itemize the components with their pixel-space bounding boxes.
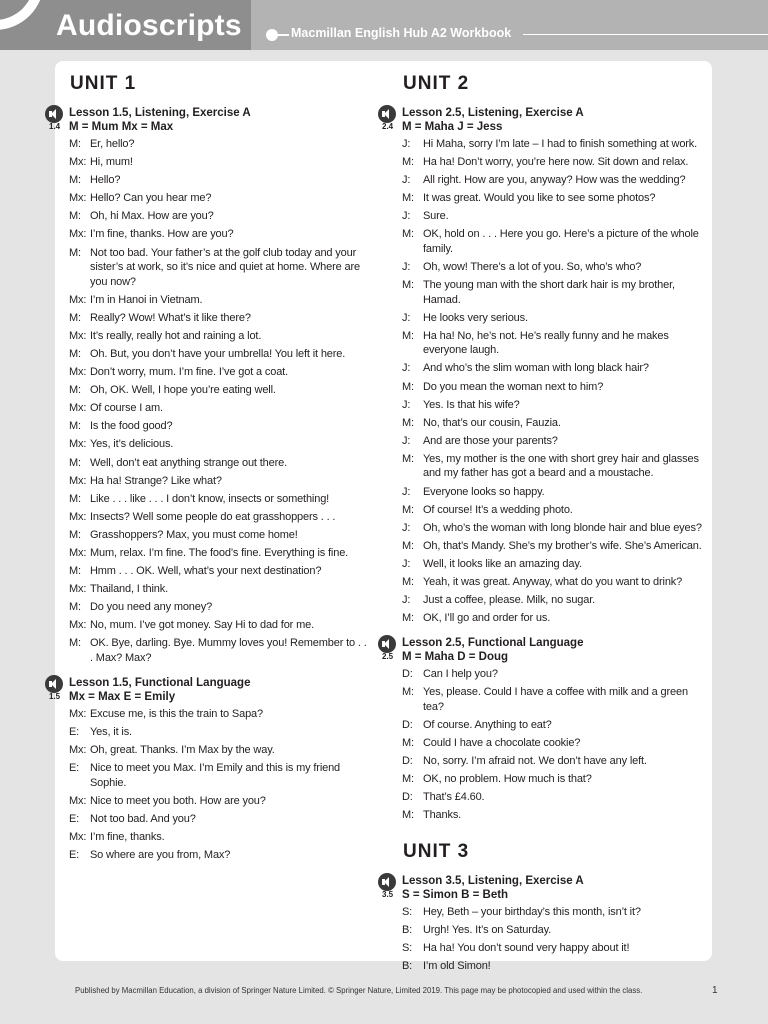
speaker-label: M:	[69, 210, 81, 223]
speaker-label: J:	[402, 594, 411, 607]
speaker-label: M:	[69, 456, 81, 469]
speaker-label: M:	[69, 637, 81, 650]
dialogue-line	[402, 557, 702, 572]
speaker-label: M:	[402, 612, 414, 625]
dialogue-text: Thanks.	[423, 809, 462, 822]
dialogue-line	[69, 528, 369, 543]
speaker-label: Mx:	[69, 583, 87, 596]
dialogue-lines	[69, 707, 369, 863]
track-number: 3.5	[382, 889, 394, 899]
dialogue-line	[402, 539, 702, 554]
dialogue-text: Well, it looks like an amazing day.	[423, 557, 582, 570]
dialogue-line	[402, 521, 702, 536]
dialogue-text: Just a coffee, please. Milk, no sugar.	[423, 594, 596, 607]
dialogue-text: I’m old Simon!	[423, 959, 491, 972]
dialogue-line	[69, 794, 369, 809]
dialogue-lines	[402, 905, 702, 974]
dialogue-line	[402, 434, 702, 449]
audioscript-section	[382, 874, 702, 974]
left-column	[49, 71, 369, 866]
speaker-label: J:	[402, 434, 411, 447]
dialogue-text: Ha ha! No, he’s not. He’s really funny and he makes everyone laugh.	[423, 329, 669, 357]
dialogue-lines	[402, 137, 702, 626]
dialogue-line	[402, 361, 702, 376]
dialogue-text: Hi Maha, sorry I’m late – I had to finish something at work.	[423, 138, 698, 150]
dialogue-text: OK. Bye, darling. Bye. Mummy loves you! Remember to . . . Max? Max?	[90, 637, 367, 664]
audio-speaker-icon[interactable]	[378, 105, 396, 123]
dialogue-line	[69, 743, 369, 758]
speaker-label: Mx:	[69, 156, 87, 169]
speaker-label: J:	[402, 557, 411, 570]
dialogue-line	[69, 365, 369, 380]
dialogue-text: Well, don’t eat anything strange out there.	[90, 456, 287, 469]
dialogue-line	[69, 812, 369, 827]
unit-heading: UNIT 3	[403, 840, 470, 862]
speaker-label: M:	[69, 528, 81, 541]
dialogue-text: OK, no problem. How much is that?	[423, 773, 592, 786]
dialogue-text: All right. How are you, anyway? How was the wedding?	[423, 174, 686, 187]
speaker-label: M:	[69, 347, 81, 360]
speaker-label: J:	[402, 174, 411, 187]
speaker-label: Mx:	[69, 744, 87, 757]
dialogue-line	[402, 685, 702, 714]
audioscript-section	[382, 636, 702, 823]
dialogue-line	[402, 941, 702, 956]
title-tab	[0, 0, 251, 50]
dialogue-text: Excuse me, is this the train to Sapa?	[90, 708, 263, 721]
dialogue-text: Yes, my mother is the one with short grey hair and glasses and my father has got a beard and a moustache.	[423, 452, 699, 480]
speaker-label: J:	[402, 210, 411, 223]
audio-speaker-icon[interactable]	[378, 873, 396, 891]
lesson-title: Lesson 2.5, Functional Language	[402, 637, 584, 650]
dialogue-line	[402, 137, 702, 152]
lesson-title: Lesson 1.5, Listening, Exercise A	[69, 107, 251, 119]
section-spacer	[69, 669, 369, 676]
speaker-label: Mx:	[69, 192, 87, 205]
speaker-label: M:	[402, 452, 414, 465]
dialogue-line	[69, 173, 369, 188]
speaker-label: M:	[402, 503, 414, 516]
lesson-header	[49, 676, 369, 705]
unit-heading: UNIT 2	[403, 73, 470, 94]
lesson-header	[49, 106, 369, 135]
speaker-label: J:	[402, 521, 411, 534]
speaker-label: Mx:	[69, 228, 87, 241]
speaker-label: M:	[402, 380, 414, 393]
dialogue-text: Hello?	[90, 174, 121, 187]
dialogue-line	[69, 437, 369, 452]
speaker-label: Mx:	[69, 402, 87, 415]
dialogue-text: No, mum. I’ve got money. Say Hi to dad for me.	[90, 619, 314, 632]
dialogue-line	[402, 209, 702, 224]
dialogue-line	[69, 618, 369, 633]
page-number: 1	[712, 985, 718, 996]
speaker-label: M:	[69, 384, 81, 397]
speaker-label: Mx:	[69, 329, 87, 342]
unit-heading: UNIT 1	[70, 73, 137, 94]
dialogue-text: Hmm . . . OK. Well, what’s your next destination?	[90, 565, 322, 578]
dialogue-text: It was great. Would you like to see some photos?	[423, 192, 656, 205]
speaker-label: M:	[402, 192, 414, 205]
dialogue-line	[69, 401, 369, 416]
dialogue-line	[69, 246, 369, 290]
speaker-label: J:	[402, 311, 411, 324]
dialogue-line	[69, 725, 369, 740]
dialogue-line	[69, 329, 369, 344]
dialogue-text: Grasshoppers? Max, you must come home!	[90, 528, 298, 541]
dialogue-text: Oh, OK. Well, I hope you’re eating well.	[90, 384, 276, 397]
speaker-label: D:	[402, 668, 413, 681]
dialogue-line	[402, 260, 702, 275]
speaker-label: E:	[69, 813, 80, 825]
lesson-title: Lesson 3.5, Listening, Exercise A	[402, 874, 584, 887]
dialogue-text: Yes, it is.	[90, 726, 132, 739]
dialogue-text: Oh, great. Thanks. I’m Max by the way.	[90, 744, 275, 757]
dialogue-text: Yes. Is that his wife?	[423, 398, 520, 411]
speaker-label: M:	[69, 174, 81, 187]
dialogue-text: Oh, hi Max. How are you?	[90, 210, 214, 223]
dialogue-text: It’s really, really hot and raining a lot.	[90, 329, 262, 342]
dialogue-line	[69, 347, 369, 362]
speaker-label: B:	[402, 959, 413, 972]
speaker-label: M:	[402, 575, 414, 588]
speaker-label: S:	[402, 941, 413, 954]
dialogue-text: Yeah, it was great. Anyway, what do you want to drink?	[423, 575, 683, 588]
dialogue-line	[69, 191, 369, 206]
dialogue-line	[69, 848, 369, 863]
dialogue-text: The young man with the short dark hair is my brother, Hamad.	[423, 279, 675, 306]
dialogue-line	[69, 474, 369, 489]
dialogue-line	[69, 510, 369, 525]
speaker-label: M:	[69, 601, 81, 614]
speaker-label: M:	[402, 279, 414, 292]
dialogue-line	[402, 155, 702, 170]
dialogue-line	[402, 611, 702, 626]
dialogue-text: So where are you from, Max?	[90, 849, 231, 862]
speaker-label: Mx:	[69, 510, 87, 523]
speaker-label: M:	[402, 773, 414, 786]
lesson-header	[382, 874, 702, 903]
lesson-title: Lesson 2.5, Listening, Exercise A	[402, 107, 584, 119]
speaker-label: M:	[69, 311, 81, 324]
dialogue-text: Ha ha! Don’t worry, you’re here now. Sit down and relax.	[423, 156, 689, 169]
dialogue-line	[402, 485, 702, 500]
dialogue-text: Is the food good?	[90, 420, 173, 433]
dialogue-text: Can I help you?	[423, 668, 498, 681]
dialogue-text: Do you mean the woman next to him?	[423, 380, 604, 393]
speaker-label: J:	[402, 138, 411, 150]
dialogue-line	[402, 736, 702, 751]
dialogue-line	[69, 761, 369, 790]
dialogue-line	[69, 707, 369, 722]
dialogue-text: And who’s the slim woman with long black hair?	[423, 362, 649, 375]
speaker-label: Mx:	[69, 366, 87, 379]
brand-rule-right	[523, 34, 768, 35]
dialogue-line	[402, 808, 702, 823]
dialogue-text: Oh, wow! There’s a lot of you. So, who’s who?	[423, 261, 642, 274]
speaker-label: M:	[69, 420, 81, 433]
dialogue-lines	[402, 667, 702, 823]
speaker-label: Mx:	[69, 474, 87, 487]
speaker-label: J:	[402, 362, 411, 375]
speaker-label: Mx:	[69, 438, 87, 451]
dialogue-text: Ha ha! Strange? Like what?	[90, 474, 222, 487]
dialogue-text: Er, hello?	[90, 138, 135, 150]
speaker-label: Mx:	[69, 708, 87, 721]
speaker-label: M:	[402, 416, 414, 429]
speaker-label: Mx:	[69, 794, 87, 807]
dialogue-line	[69, 137, 369, 152]
dialogue-line	[69, 830, 369, 845]
dialogue-line	[69, 311, 369, 326]
speaker-label: D:	[402, 718, 413, 731]
dialogue-line	[402, 575, 702, 590]
speaker-label: E:	[69, 726, 80, 739]
dialogue-line	[402, 311, 702, 326]
dialogue-line	[402, 754, 702, 769]
dialogue-text: No, that’s our cousin, Fauzia.	[423, 416, 561, 429]
dialogue-text: Mum, relax. I’m fine. The food’s fine. Everything is fine.	[90, 546, 349, 559]
dialogue-text: Insects? Well some people do eat grasshoppers . . .	[90, 510, 336, 523]
audioscript-section	[49, 676, 369, 863]
track-number: 2.4	[382, 122, 394, 131]
dialogue-line	[402, 278, 702, 307]
dialogue-line	[69, 227, 369, 242]
speaker-label: E:	[69, 762, 80, 775]
lesson-header	[382, 636, 702, 665]
speaker-key: M = Maha J = Jess	[402, 121, 503, 133]
dialogue-text: He looks very serious.	[423, 311, 528, 324]
dialogue-text: Not too bad. And you?	[90, 813, 196, 825]
dialogue-text: Do you need any money?	[90, 601, 213, 614]
dialogue-line	[402, 416, 702, 431]
brand-rule-left	[277, 34, 289, 36]
dialogue-text: Hi, mum!	[90, 156, 133, 169]
dialogue-text: Oh, that’s Mandy. She’s my brother’s wife. She’s American.	[423, 539, 702, 552]
dialogue-line	[402, 191, 702, 206]
dialogue-line	[402, 959, 702, 974]
dialogue-line	[69, 600, 369, 615]
track-number: 1.4	[49, 122, 61, 131]
dialogue-lines	[69, 137, 369, 665]
dialogue-text: Nice to meet you Max. I’m Emily and this is my friend Sophie.	[90, 762, 341, 789]
right-column	[382, 71, 702, 977]
dialogue-text: I’m in Hanoi in Vietnam.	[90, 293, 203, 306]
speaker-key: S = Simon B = Beth	[402, 888, 509, 901]
page-title: Audioscripts	[56, 9, 242, 42]
dialogue-text: Thailand, I think.	[90, 583, 169, 596]
footer-copyright: Published by Macmillan Education, a division of Springer Nature Limited. © Springer Nature, Limited 2019. This page may be photocopied and used within the class.	[75, 986, 643, 995]
dialogue-line	[402, 398, 702, 413]
dialogue-text: That’s £4.60.	[423, 791, 485, 804]
dialogue-line	[402, 452, 702, 481]
dialogue-line	[69, 209, 369, 224]
dialogue-line	[402, 790, 702, 805]
track-number: 1.5	[49, 692, 61, 702]
lesson-title: Lesson 1.5, Functional Language	[69, 677, 251, 690]
dialogue-text: Could I have a chocolate cookie?	[423, 737, 581, 750]
speaker-label: M:	[69, 246, 81, 259]
speaker-key: M = Mum Mx = Max	[69, 121, 174, 133]
speaker-label: B:	[402, 923, 413, 936]
speaker-label: Mx:	[69, 293, 87, 306]
speaker-label: Mx:	[69, 831, 87, 844]
dialogue-text: OK, I’ll go and order for us.	[423, 612, 551, 625]
dialogue-line	[402, 503, 702, 518]
dialogue-text: Yes, it’s delicious.	[90, 438, 174, 451]
dialogue-text: Don’t worry, mum. I’m fine. I’ve got a coat.	[90, 366, 288, 379]
speaker-label: J:	[402, 485, 411, 498]
audioscript-section	[382, 106, 702, 626]
audio-speaker-icon[interactable]	[45, 105, 63, 123]
dialogue-text: Like . . . like . . . I don’t know, insects or something!	[90, 492, 330, 505]
dialogue-text: Of course. Anything to eat?	[423, 718, 552, 731]
dialogue-line	[69, 456, 369, 471]
dialogue-text: Really? Wow! What’s it like there?	[90, 311, 251, 324]
speaker-label: M:	[402, 737, 414, 750]
dialogue-text: Not too bad. Your father’s at the golf club today and your sister’s at work, so it’s nice and quiet at home. Where are you now?	[90, 246, 360, 288]
dialogue-text: Nice to meet you both. How are you?	[90, 794, 266, 807]
section-spacer	[402, 629, 702, 636]
dialogue-text: No, sorry. I’m afraid not. We don’t have any left.	[423, 755, 647, 768]
speaker-label: J:	[402, 261, 411, 274]
dialogue-text: Of course I am.	[90, 402, 163, 415]
dialogue-line	[402, 329, 702, 358]
dialogue-text: Ha ha! You don’t sound very happy about it!	[423, 941, 630, 954]
speaker-label: M:	[402, 156, 414, 169]
dialogue-line	[402, 173, 702, 188]
dialogue-line	[69, 546, 369, 561]
dialogue-line	[69, 293, 369, 308]
lesson-header	[382, 106, 702, 135]
speaker-label: D:	[402, 755, 413, 768]
dialogue-text: Hey, Beth – your birthday’s this month, isn’t it?	[423, 905, 641, 918]
dialogue-line	[69, 582, 369, 597]
audioscript-section	[49, 106, 369, 665]
speaker-label: M:	[402, 228, 414, 241]
audio-speaker-icon[interactable]	[45, 675, 63, 693]
page-header	[0, 0, 768, 50]
speaker-key: M = Maha D = Doug	[402, 651, 509, 664]
dialogue-line	[402, 380, 702, 395]
speaker-label: M:	[402, 539, 414, 552]
speaker-label: M:	[402, 686, 414, 699]
speaker-key: Mx = Max E = Emily	[69, 691, 176, 704]
dialogue-line	[69, 492, 369, 507]
speaker-label: J:	[402, 398, 411, 411]
dialogue-line	[69, 383, 369, 398]
dialogue-text: Hello? Can you hear me?	[90, 192, 212, 205]
dialogue-text: Oh, who’s the woman with long blonde hair and blue eyes?	[423, 521, 702, 534]
dialogue-line	[69, 419, 369, 434]
dialogue-text: Of course! It’s a wedding photo.	[423, 503, 573, 516]
dialogue-text: Everyone looks so happy.	[423, 485, 545, 498]
brand-name: Macmillan English Hub A2 Workbook	[291, 26, 512, 40]
track-number: 2.5	[382, 652, 394, 662]
dialogue-text: Yes, please. Could I have a coffee with milk and a green tea?	[423, 686, 688, 713]
dialogue-text: OK, hold on . . . Here you go. Here’s a picture of the whole family.	[423, 228, 699, 255]
unit-spacer	[402, 827, 702, 839]
dialogue-line	[69, 564, 369, 579]
dialogue-text: Sure.	[423, 210, 449, 223]
dialogue-text: And are those your parents?	[423, 434, 558, 447]
dialogue-line	[402, 593, 702, 608]
speaker-label: S:	[402, 905, 413, 918]
speaker-label: M:	[402, 329, 414, 342]
dialogue-line	[402, 772, 702, 787]
dialogue-text: I’m fine, thanks.	[90, 831, 165, 844]
dialogue-line	[402, 905, 702, 920]
speaker-label: M:	[69, 565, 81, 578]
speaker-label: M:	[402, 809, 414, 822]
dialogue-line	[69, 636, 369, 665]
speaker-label: M:	[69, 492, 81, 505]
dialogue-text: Oh. But, you don’t have your umbrella! You left it here.	[90, 347, 346, 360]
dialogue-line	[402, 667, 702, 682]
dialogue-line	[402, 718, 702, 733]
speaker-label: M:	[69, 138, 81, 150]
dialogue-text: I’m fine, thanks. How are you?	[90, 228, 234, 241]
dialogue-text: Urgh! Yes. It’s on Saturday.	[423, 923, 552, 936]
speaker-label: E:	[69, 849, 80, 862]
speaker-label: Mx:	[69, 619, 87, 632]
dialogue-line	[69, 155, 369, 170]
speaker-label: D:	[402, 791, 413, 804]
dialogue-line	[402, 227, 702, 256]
speaker-label: Mx:	[69, 546, 87, 559]
dialogue-line	[402, 923, 702, 938]
